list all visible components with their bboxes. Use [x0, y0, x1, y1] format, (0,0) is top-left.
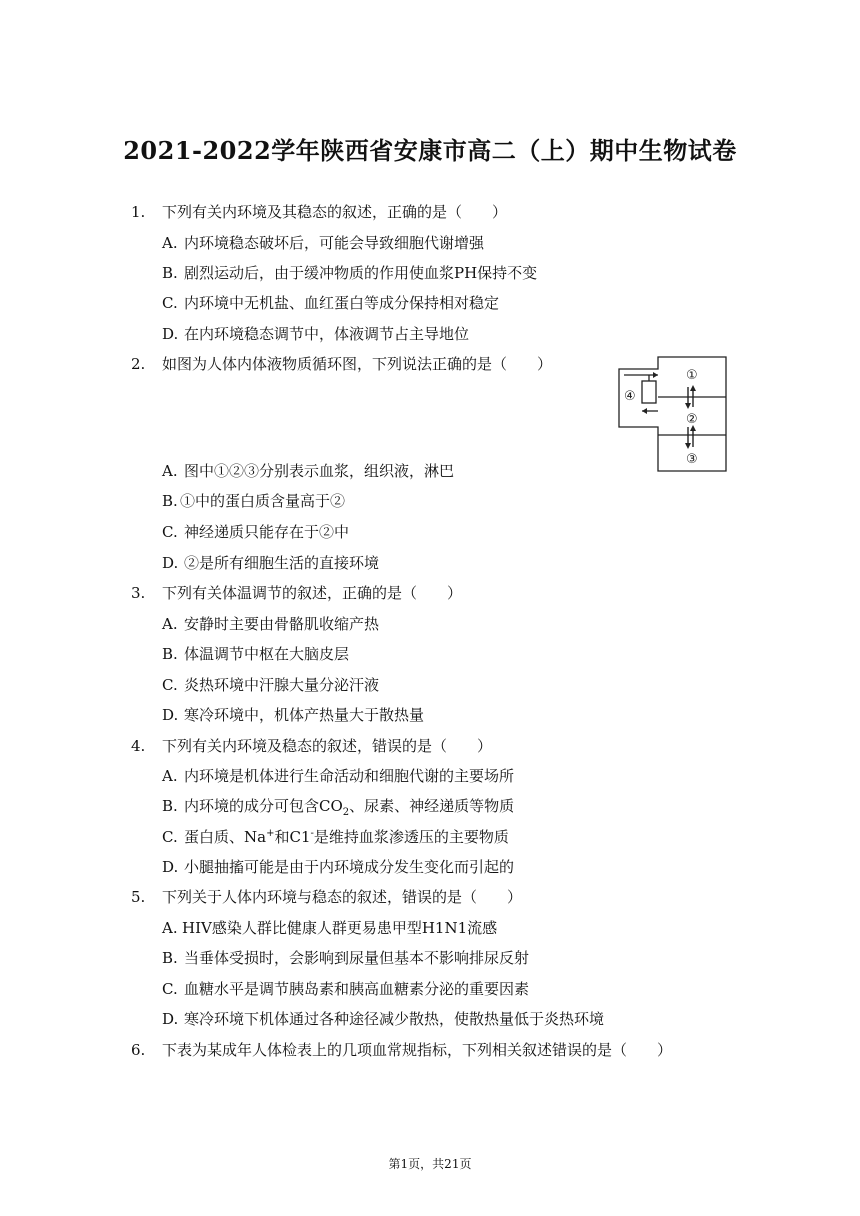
diagram-label-1: ①	[686, 368, 698, 383]
question-number: 2.	[131, 355, 146, 373]
question-stem: 下列有关内环境及稳态的叙述，错误的是（ ）	[162, 737, 493, 755]
option-letter: C.	[162, 980, 178, 998]
option-d[interactable]	[162, 705, 424, 725]
option-b[interactable]	[162, 263, 537, 283]
option-text: 神经递质只能存在于②中	[184, 523, 350, 541]
option-text: 寒冷环境下机体通过各种途径减少散热，使散热量低于炎热环境	[184, 1010, 605, 1028]
option-a[interactable]	[162, 614, 379, 634]
option-letter: D.	[162, 706, 179, 724]
subscript: 2	[342, 807, 350, 818]
option-letter: A.	[162, 615, 178, 633]
option-c[interactable]	[162, 979, 529, 999]
option-letter: D.	[162, 858, 179, 876]
question-number: 6.	[131, 1041, 146, 1059]
question-stem: 如图为人体内体液物质循环图，下列说法正确的是（ ）	[162, 355, 553, 373]
option-letter: C.	[162, 523, 178, 541]
option-d[interactable]	[162, 324, 469, 344]
option-a[interactable]	[162, 918, 497, 938]
diagram-label-3: ③	[686, 452, 698, 467]
question-number: 3.	[131, 584, 146, 602]
option-text-part: 蛋白质、Na	[184, 828, 267, 846]
option-text: 内环境是机体进行生命活动和细胞代谢的主要场所	[184, 767, 515, 785]
option-letter: A.	[162, 462, 178, 480]
question-number: 5.	[131, 888, 146, 906]
question-stem: 下列有关体温调节的叙述，正确的是（ ）	[162, 584, 463, 602]
option-text: ①中的蛋白质含量高于②	[180, 492, 346, 510]
option-text: 血糖水平是调节胰岛素和胰高血糖素分泌的重要因素	[184, 980, 530, 998]
option-text-part: 是维持血浆渗透压的主要物质	[313, 828, 509, 846]
superscript: -	[310, 828, 314, 839]
question-stem: 下列有关内环境及其稳态的叙述，正确的是（ ）	[162, 203, 508, 221]
diagram-label-4: ④	[624, 389, 636, 404]
option-text: 内环境稳态破坏后，可能会导致细胞代谢增强	[184, 234, 485, 252]
option-letter: B.	[162, 645, 178, 663]
option-letter: B.	[162, 264, 178, 282]
option-b[interactable]	[162, 948, 529, 968]
option-text: 炎热环境中汗腺大量分泌汗液	[184, 676, 380, 694]
option-text	[184, 797, 515, 818]
option-b[interactable]	[162, 491, 345, 511]
option-letter: A.	[162, 234, 178, 252]
option-d[interactable]	[162, 1009, 604, 1029]
option-text: 体温调节中枢在大脑皮层	[184, 645, 350, 663]
option-letter: D.	[162, 554, 179, 572]
option-letter: D.	[162, 1010, 179, 1028]
option-text: 在内环境稳态调节中，体液调节占主导地位	[184, 325, 470, 343]
option-b[interactable]	[162, 644, 349, 664]
option-b[interactable]	[162, 796, 514, 816]
option-text: 小腿抽搐可能是由于内环境成分发生变化而引起的	[184, 858, 515, 876]
option-letter: B.	[162, 949, 178, 967]
option-text-part: 内环境的成分可包含CO	[184, 797, 343, 815]
option-a[interactable]	[162, 233, 484, 253]
superscript: +	[266, 828, 275, 839]
option-letter: B.	[162, 797, 178, 815]
option-c[interactable]	[162, 827, 509, 847]
option-text-part: 和C1	[274, 828, 311, 846]
option-a[interactable]	[162, 461, 454, 481]
option-text: 内环境中无机盐、血红蛋白等成分保持相对稳定	[184, 294, 500, 312]
option-d[interactable]	[162, 553, 379, 573]
option-text: 寒冷环境中，机体产热量大于散热量	[184, 706, 425, 724]
option-text	[184, 828, 509, 846]
question-stem: 下表为某成年人体检表上的几项血常规指标，下列相关叙述错误的是（ ）	[162, 1041, 673, 1059]
option-letter: C.	[162, 828, 178, 846]
option-text: 图中①②③分别表示血浆，组织液，淋巴	[184, 462, 455, 480]
option-text-part: 、尿素、神经递质等物质	[349, 797, 515, 815]
option-letter: C.	[162, 676, 178, 694]
question-number: 1.	[131, 203, 146, 221]
option-letter: C.	[162, 294, 178, 312]
page-footer: 第1页，共21页	[388, 1157, 472, 1171]
option-d[interactable]	[162, 857, 514, 877]
option-letter: B.	[162, 492, 178, 510]
option-letter: A.	[162, 919, 178, 937]
page-title: 2021-2022学年陕西省安康市高二（上）期中生物试卷	[123, 136, 737, 165]
option-letter: A.	[162, 767, 178, 785]
body-fluid-circulation-diagram	[616, 355, 728, 475]
option-text: 安静时主要由骨骼肌收缩产热	[184, 615, 380, 633]
option-c[interactable]	[162, 675, 379, 695]
option-c[interactable]	[162, 522, 349, 542]
question-number: 4.	[131, 737, 146, 755]
diagram-label-2: ②	[686, 412, 698, 427]
option-text: ②是所有细胞生活的直接环境	[184, 554, 380, 572]
question-stem: 下列关于人体内环境与稳态的叙述，错误的是（ ）	[162, 888, 523, 906]
option-c[interactable]	[162, 293, 499, 313]
option-text: 剧烈运动后，由于缓冲物质的作用使血浆PH保持不变	[184, 264, 538, 282]
option-letter: D.	[162, 325, 179, 343]
option-a[interactable]	[162, 766, 514, 786]
option-text: HIV感染人群比健康人群更易患甲型H1N1流感	[182, 919, 498, 937]
option-text: 当垂体受损时，会影响到尿量但基本不影响排尿反射	[184, 949, 530, 967]
